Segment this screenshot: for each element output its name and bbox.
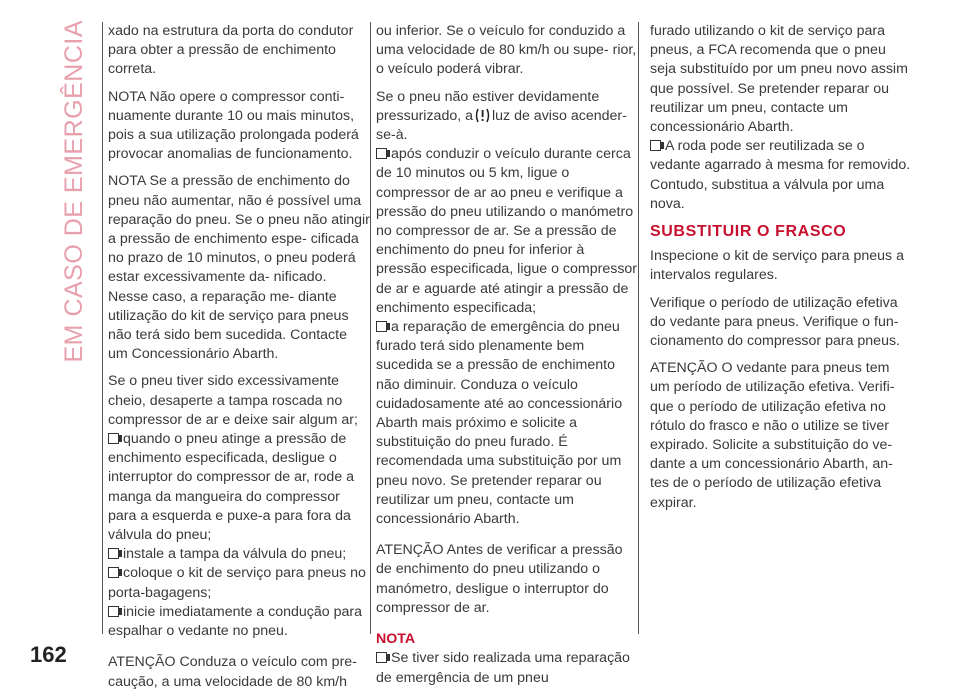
paragraph: Verifique o período de utilização efetiva do vedante para pneus. Verifique o fun- cionamento do compressor para pneus.	[650, 294, 900, 350]
tire-pressure-warning-icon	[475, 107, 490, 124]
bullet-square-icon	[108, 606, 119, 617]
bullet-square-icon	[108, 567, 119, 578]
list-item-text: instale a tampa da válvula do pneu;	[123, 546, 347, 563]
page-number: 162	[30, 642, 67, 667]
warning-paragraph: ATENÇÃO O vedante para pneus tem um período de utilização efetiva. Verifi- que o período de utilização efetiva no rótulo do frasco e não o utilize se tiver expirado. Solicite a substituição do ve- dante a um concessionário Abarth, an- tes de o período de utilização efetiva expirar.	[650, 360, 895, 511]
bullet-square-icon	[108, 548, 119, 559]
paragraph: furado utilizando o kit de serviço para pneus, a FCA recomenda que o pneu seja substituído por um pneu novo assim que possível. Se pretender reparar ou reutilizar um pneu, contacte um concessionário Abarth.	[650, 23, 908, 136]
list-item	[650, 137, 912, 214]
note-paragraph: NOTA Não opere o compressor conti- nuamente durante 10 ou mais minutos, pois a sua utilização prolongada poderá provocar anomalias de funcionamento.	[108, 88, 359, 163]
list-item-text: a reparação de emergência do pneu furado terá sido plenamente bem sucedida se a pressão de enchimento não diminuir. Conduza o veículo cuidadosamente até ao concessionário Abarth mais próximo e solicite a substituição do pneu furado. É recomendada uma substituição por um pneu novo. Se pretender reparar ou reutilizar um pneu, contacte um concessionário Abarth.	[376, 319, 623, 528]
warning-paragraph: ATENÇÃO Antes de verificar a pressão de enchimento do pneu utilizando o manómetro, desligue o interruptor do compressor de ar.	[376, 542, 623, 616]
list-item	[108, 564, 370, 602]
paragraph: ou inferior. Se o veículo for conduzido a uma velocidade de 80 km/h ou supe- rior, o veículo poderá vibrar.	[376, 23, 637, 78]
list-item-text: quando o pneu atinge a pressão de enchimento especificada, desligue o interruptor do compressor de ar, rode a manga da mangueira do compressor para a esquerda e puxe-a para fora da válvula do pneu;	[108, 431, 355, 544]
list-item	[376, 318, 638, 529]
paragraph: Se o pneu não estiver devidamente pressurizado, a luz de aviso acender-se-à.	[376, 88, 627, 144]
bullet-square-icon	[376, 652, 387, 663]
section-heading: SUBSTITUIR O FRASCO	[650, 223, 847, 241]
paragraph: Inspecione o kit de serviço para pneus a intervalos regulares.	[650, 248, 904, 284]
bullet-square-icon	[376, 148, 387, 159]
column-divider	[102, 22, 103, 634]
list-item	[108, 545, 370, 564]
section-title: EM CASO DE EMERGÊNCIA	[59, 20, 88, 363]
bullet-square-icon	[376, 321, 387, 332]
list-item-text: coloque o kit de serviço para pneus no porta-bagagens;	[108, 565, 366, 601]
section-title-vertical	[56, 20, 92, 630]
list-item-text: após conduzir o veículo durante cerca de 10 minutos ou 5 km, ligue o compressor de ar ao pneu e verifique a pressão do pneu utilizando o manómetro no compressor de ar. Se a pressão de enchimento do pneu for inferior à pressão especificada, ligue o compressor de ar e aguarde até atingir a pressão de enchimento especificada;	[376, 146, 638, 316]
warning-paragraph: ATENÇÃO Conduza o veículo com pre- caução, a uma velocidade de 80 km/h	[108, 654, 357, 690]
list-item	[376, 649, 638, 687]
note-label: NOTA	[376, 631, 416, 648]
paragraph: Se o pneu tiver sido excessivamente cheio, desaperte a tampa roscada no compressor de ar e deixe sair algum ar;	[108, 373, 358, 428]
list-item-text: A roda pode ser reutilizada se o vedante agarrado à mesma for removido. Contudo, substitua a válvula por uma nova.	[650, 138, 911, 212]
list-item	[376, 145, 638, 318]
text-column-2	[376, 22, 638, 696]
list-item-text: Se tiver sido realizada uma reparação de emergência de um pneu	[376, 650, 630, 686]
list-item	[108, 603, 370, 641]
list-item-text: inicie imediatamente a condução para espalhar o vedante no pneu.	[108, 603, 362, 640]
paragraph: xado na estrutura da porta do condutor para obter a pressão de enchimento correta.	[108, 23, 354, 78]
column-divider	[638, 22, 639, 634]
column-divider	[370, 22, 371, 634]
list-item	[108, 430, 370, 545]
bullet-square-icon	[650, 140, 661, 151]
text-column-3	[650, 22, 912, 521]
text-column-1	[108, 22, 370, 700]
bullet-square-icon	[108, 433, 119, 444]
note-paragraph: NOTA Se a pressão de enchimento do pneu não aumentar, não é possível uma reparação do pneu. Se o pneu não atingir a pressão de enchimento espe- cificada no prazo de 10 minutos, o pneu poderá estar excessivamente da- nificado. Nesse caso, a reparação me- diante utilização do kit de serviço para pneus não terá sido bem sucedida. Contacte um Concessionário Abarth.	[108, 173, 370, 363]
